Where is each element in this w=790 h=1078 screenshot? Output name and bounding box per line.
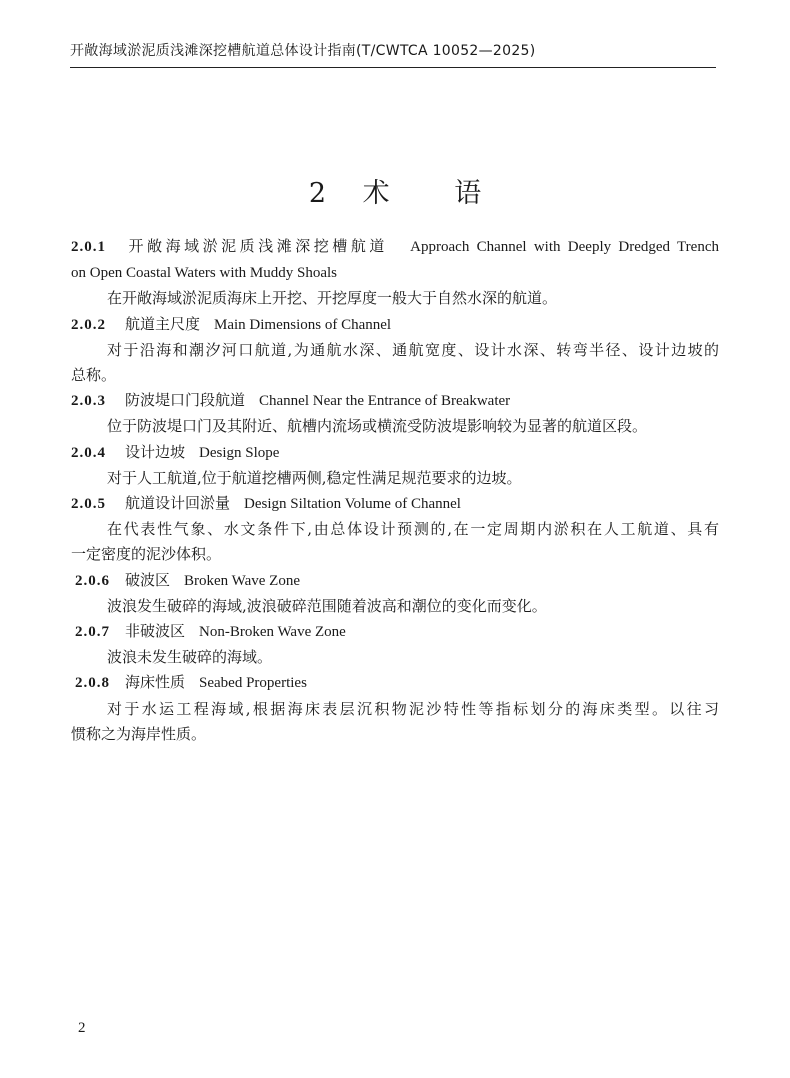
term-entry [71, 234, 719, 312]
term-entry [71, 440, 719, 491]
running-header: 开敞海域淤泥质浅滩深挖槽航道总体设计指南(T/CWTCA 10052—2025) [70, 43, 536, 59]
term-english: Main Dimensions of Channel [214, 316, 392, 333]
term-heading [71, 440, 719, 466]
term-number: 2.0.4 [71, 444, 106, 461]
term-heading [71, 234, 719, 260]
term-english: Approach Channel with Deeply Dredged Trench [410, 239, 719, 255]
term-definition: 在开敞海域淤泥质海床上开挖、开挖厚度一般大于自然水深的航道。 [107, 289, 558, 308]
chapter-title-char: 语 [454, 178, 482, 209]
term-chinese: 设计边坡 [125, 442, 186, 461]
term-definition: 对于沿海和潮汐河口航道,为通航水深、通航宽度、设计水深、转弯半径、设计边坡的 [107, 340, 719, 359]
term-number: 2.0.8 [75, 675, 110, 692]
term-english: on Open Coastal Waters with Muddy Shoals [71, 265, 337, 282]
term-definition: 惯称之为海岸性质。 [71, 724, 207, 743]
term-number: 2.0.1 [71, 239, 106, 255]
term-heading [71, 388, 719, 414]
term-definition: 总称。 [71, 366, 117, 385]
term-english: Design Slope [199, 444, 280, 461]
chapter-number: 2 [308, 178, 326, 209]
term-number: 2.0.7 [75, 624, 110, 641]
term-definition: 波浪未发生破碎的海域。 [107, 648, 273, 667]
term-heading [71, 619, 719, 645]
term-entry [71, 388, 719, 439]
term-definition: 在代表性气象、水文条件下,由总体设计预测的,在一定周期内淤积在人工航道、具有 [107, 520, 719, 539]
term-english: Seabed Properties [199, 675, 307, 692]
term-english: Design Siltation Volume of Channel [244, 496, 461, 513]
term-number: 2.0.3 [71, 393, 106, 410]
term-list [71, 234, 719, 747]
term-entry [71, 619, 719, 670]
chapter-title-char: 术 [362, 178, 390, 209]
term-english: Non-Broken Wave Zone [199, 624, 346, 641]
term-number: 2.0.2 [71, 316, 106, 333]
term-heading [71, 670, 719, 696]
header-divider [70, 67, 716, 68]
term-definition: 一定密度的泥沙体积。 [71, 545, 222, 564]
term-definition: 位于防波堤口门及其附近、航槽内流场或横流受防波堤影响较为显著的航道区段。 [107, 417, 648, 436]
term-chinese: 海床性质 [125, 673, 186, 692]
term-english-continuation [71, 260, 719, 286]
page-number: 2 [78, 1020, 86, 1036]
term-english: Broken Wave Zone [184, 572, 300, 589]
term-heading [71, 491, 719, 517]
term-chinese: 开敞海域淤泥质浅滩深挖槽航道 [125, 237, 388, 255]
term-english: Channel Near the Entrance of Breakwater [259, 393, 511, 410]
term-heading [71, 568, 719, 594]
term-entry [71, 568, 719, 619]
term-number: 2.0.5 [71, 496, 106, 513]
term-definition: 波浪发生破碎的海域,波浪破碎范围随着波高和潮位的变化而变化。 [107, 596, 547, 615]
term-heading [71, 312, 719, 338]
term-definition: 对于人工航道,位于航道挖槽两侧,稳定性满足规范要求的边坡。 [107, 468, 522, 487]
term-chinese: 航道设计回淤量 [125, 494, 231, 513]
term-chinese: 破波区 [125, 570, 171, 589]
term-chinese: 非破波区 [125, 622, 186, 641]
term-chinese: 航道主尺度 [125, 314, 201, 333]
term-entry [71, 670, 719, 747]
term-chinese: 防波堤口门段航道 [125, 391, 246, 410]
term-entry [71, 312, 719, 389]
term-entry [71, 491, 719, 568]
term-definition: 对于水运工程海域,根据海床表层沉积物泥沙特性等指标划分的海床类型。以往习 [107, 699, 719, 718]
chapter-title [0, 174, 790, 214]
term-number: 2.0.6 [75, 572, 110, 589]
